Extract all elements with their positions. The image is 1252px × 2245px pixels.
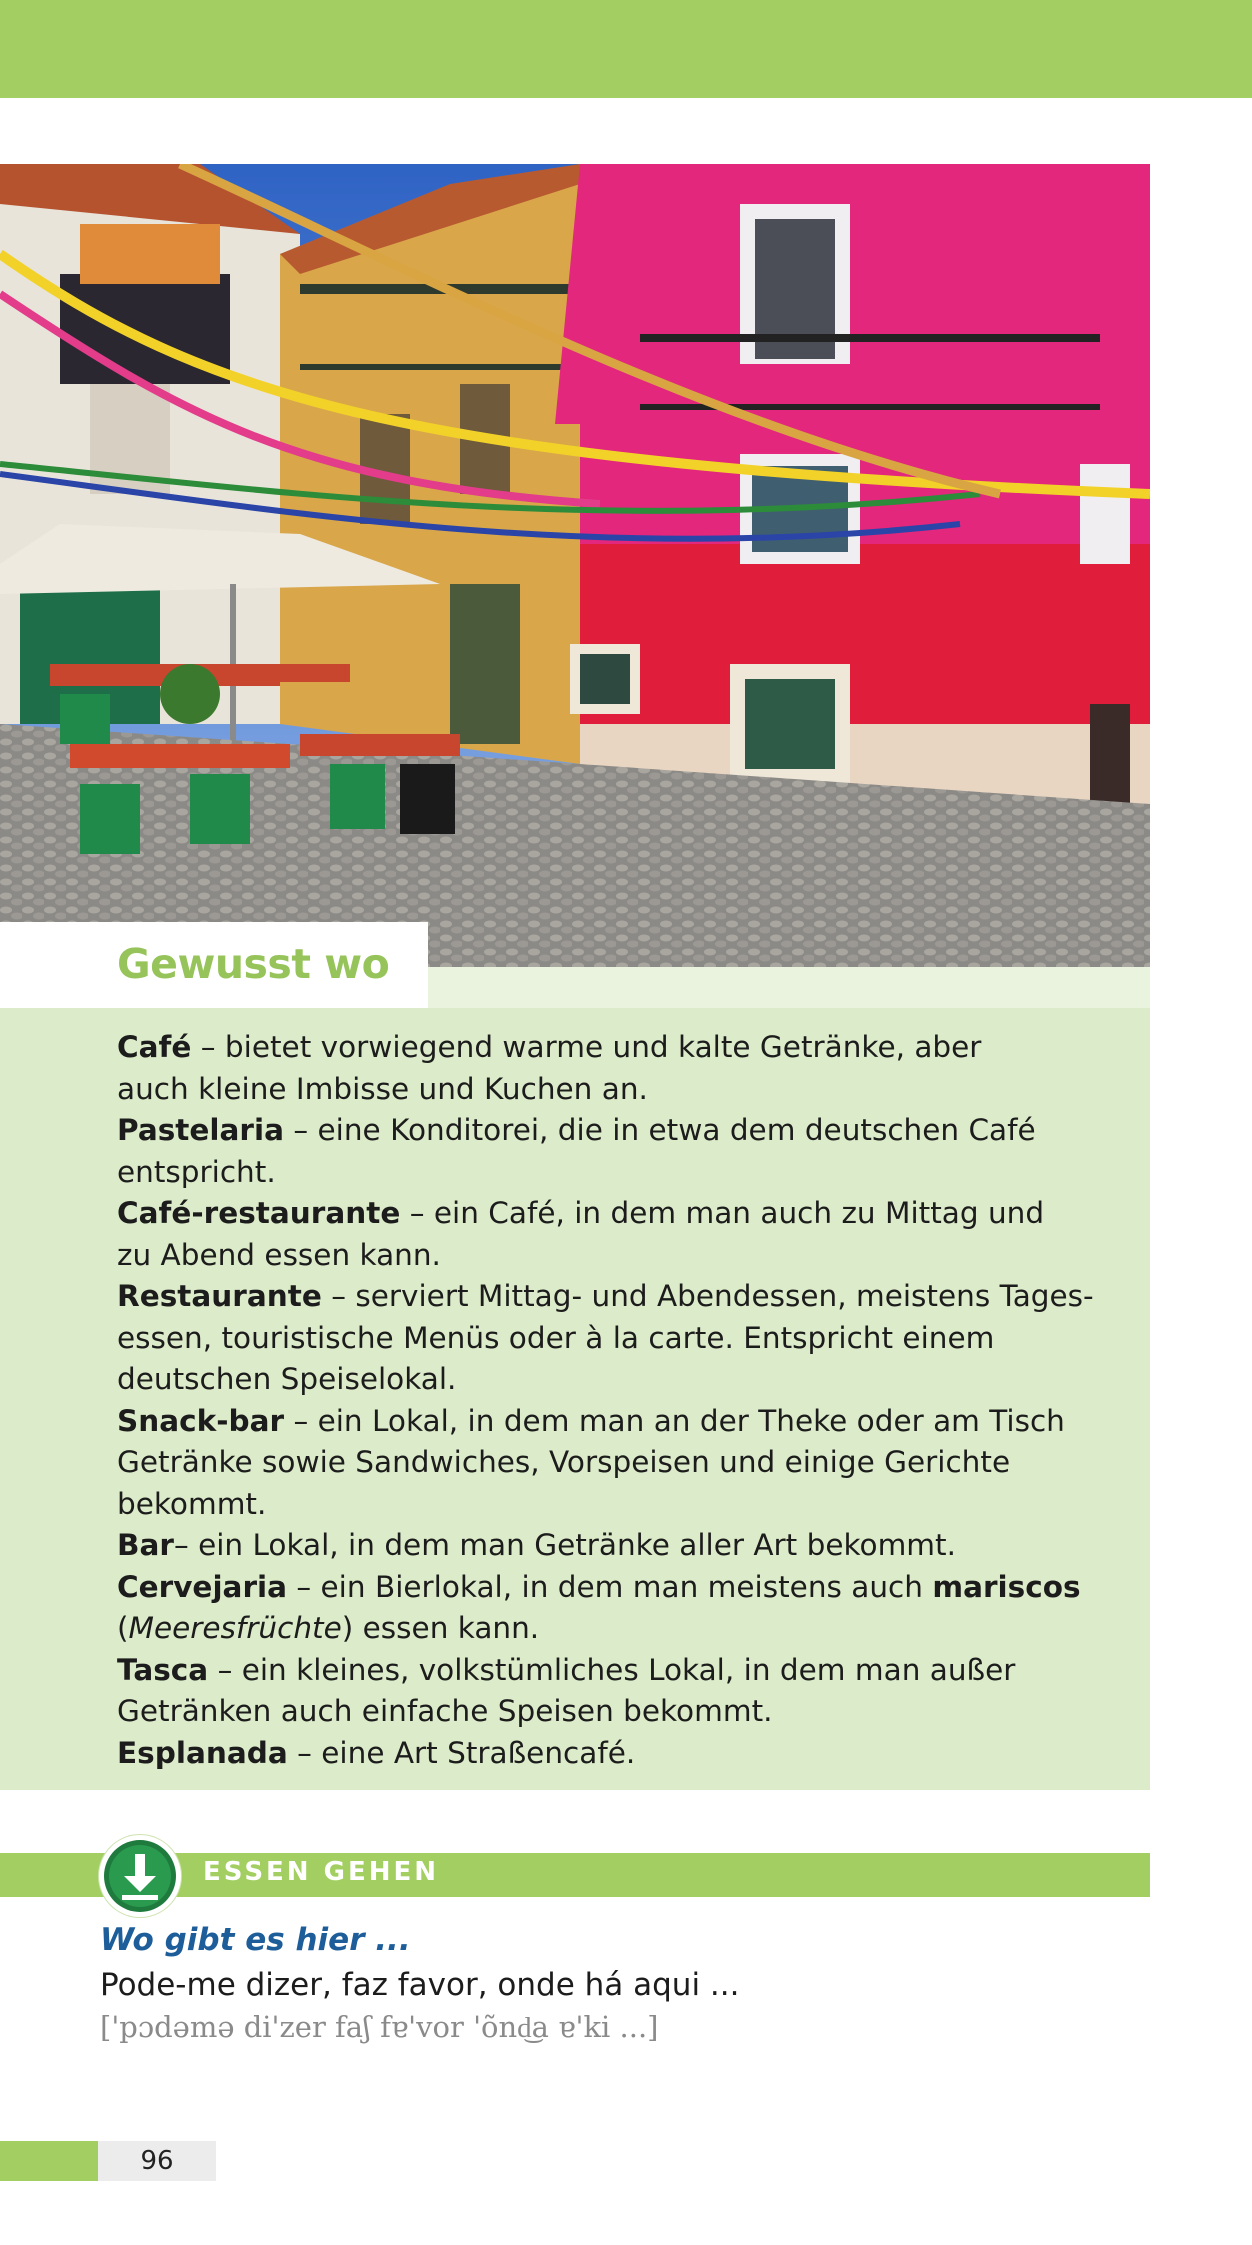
entry-translation: Meeresfrüchte bbox=[128, 1611, 342, 1645]
entry-line: entspricht. bbox=[117, 1154, 276, 1189]
entry-line: Cervejaria – ein Bierlokal, in dem man meistens auch mariscos bbox=[117, 1569, 1081, 1604]
entry-line: bekommt. bbox=[117, 1486, 267, 1521]
entry-line: Getränken auch einfache Speisen bekommt. bbox=[117, 1694, 773, 1728]
entry-line: Pastelaria – eine Konditorei, die in etwa dem deutschen Café bbox=[117, 1113, 1036, 1147]
section-title: ESSEN GEHEN bbox=[203, 1857, 439, 1887]
entry-line: Restaurante – serviert Mittag- und Abendessen, meistens Tages- bbox=[117, 1279, 1094, 1313]
download-arrow-icon-graphic bbox=[104, 1840, 176, 1912]
entry-term: Snack-bar bbox=[117, 1403, 285, 1438]
entry-line: Café-restaurante – ein Café, in dem man auch zu Mittag und bbox=[117, 1196, 1045, 1230]
entry-term-inline: mariscos bbox=[932, 1569, 1081, 1604]
entry-term: Restaurante bbox=[117, 1279, 322, 1313]
entry-line: Snack-bar – ein Lokal, in dem man an der Theke oder am Tisch bbox=[117, 1403, 1065, 1438]
entry-term: Café bbox=[117, 1030, 192, 1064]
info-box-title: Gewusst wo bbox=[117, 940, 390, 988]
entry-line: (Meeresfrüchte) essen kann. bbox=[117, 1611, 540, 1645]
entry-term: Pastelaria bbox=[117, 1113, 284, 1147]
phrase-question-de: Wo gibt es hier ... bbox=[100, 1922, 411, 1958]
entry-list bbox=[117, 1027, 1127, 1774]
page-number: 96 bbox=[140, 2146, 174, 2176]
entry-line: deutschen Speiselokal. bbox=[117, 1362, 457, 1396]
entry-term: Esplanada bbox=[117, 1735, 288, 1770]
entry-term: Bar bbox=[117, 1528, 174, 1562]
footer-accent bbox=[0, 2141, 98, 2181]
entry-term: Cervejaria bbox=[117, 1569, 288, 1604]
street-scene-illustration bbox=[0, 164, 1150, 967]
entry-line: zu Abend essen kann. bbox=[117, 1237, 441, 1272]
entry-line: Esplanada – eine Art Straßencafé. bbox=[117, 1735, 636, 1770]
info-box-header-strip bbox=[428, 967, 1150, 1008]
entry-line: auch kleine Imbisse und Kuchen an. bbox=[117, 1071, 648, 1106]
hero-photo bbox=[0, 164, 1150, 967]
entry-line: essen, touristische Menüs oder à la carte. Entspricht einem bbox=[117, 1320, 995, 1355]
entry-term: Café-restaurante bbox=[117, 1196, 401, 1230]
entry-line: Getränke sowie Sandwiches, Vorspeisen und einige Gerichte bbox=[117, 1445, 1011, 1479]
download-arrow-icon[interactable] bbox=[99, 1835, 181, 1917]
phrase-pronunciation: ['pɔdəmə di'zer faʃ fɐ'vor 'õnd͜a ɐ'ki ...] bbox=[100, 2010, 659, 2044]
entry-line: Bar– ein Lokal, in dem man Getränke aller Art bekommt. bbox=[117, 1528, 956, 1562]
entry-term: Tasca bbox=[117, 1652, 209, 1687]
phrase-question-pt: Pode-me dizer, faz favor, onde há aqui ... bbox=[100, 1967, 740, 2003]
entry-line: Tasca – ein kleines, volkstümliches Lokal, in dem man außer bbox=[117, 1652, 1016, 1687]
entry-line: Café – bietet vorwiegend warme und kalte Getränke, aber bbox=[117, 1030, 982, 1064]
top-color-band bbox=[0, 0, 1252, 98]
